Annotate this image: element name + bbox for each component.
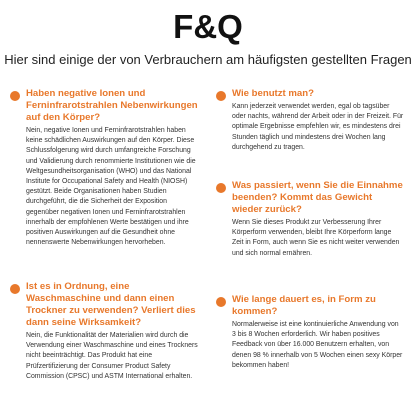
bullet-dot-icon [10,284,20,294]
faq-question: Ist es in Ordnung, eine Waschmaschine und dann einen Trockner zu verwenden? Verliert dies dann seine Wirksamkeit? [26,281,196,328]
faq-answer: Normalerweise ist eine kontinuierliche Anwendung von 3 bis 8 Wochen erforderlich. Wir haben positives Feedback von über 16.000 Benutzern erhalten, von denen 98 % innerhalb von 5 Wochen einen sexy Körper bekommen haben! [232,321,403,369]
faq-item-how-long [216,294,404,371]
faq-question: Was passiert, wenn Sie die Einnahme beenden? Kommt das Gewicht wieder zurück? [232,180,403,215]
faq-answer: Nein, negative Ionen und Ferninfrarotstrahlen haben keine schädlichen Auswirkungen auf den Körper. Diese Schlussfolgerung wird durch umfangreiche Forschung und Validierung durch renommierte Institutionen wie die Weltgesundheitsorganisation (WHO) und das National Institute for Occupational Safety and Health (NIOSH) gestützt. Beide Organisationen haben Studien durchgeführt, die die Sicherheit der Exposition gegenüber negativen Ionen und Ferninfrarotstrahlen innerhalb der empfohlenen Werte bestätigen und ihre positiven Auswirkungen auf die Gesundheit ohne nennenswerte Nebenwirkungen hervorheben. [26,127,196,247]
faq-item-side-effects [10,88,198,281]
bullet-dot-icon [10,91,20,101]
faq-question: Haben negative Ionen und Ferninfrarotstrahlen Nebenwirkungen auf den Körper? [26,88,198,123]
faq-question: Wie benutzt man? [232,88,314,99]
bullet-dot-icon [216,183,226,193]
faq-column-right [216,88,404,371]
faq-answer: Wenn Sie dieses Produkt zur Verbesserung Ihrer Körperform verwenden, bleibt Ihre Körperform lange Zeit in Form, auch wenn Sie es nicht weiter verwenden und sich normal ernähren. [232,219,400,257]
page-subtitle: Hier sind einige der von Verbrauchern am häufigsten gestellten Fragen [4,52,412,67]
faq-item-how-to-use [216,88,404,180]
page-title: F&Q [173,8,243,45]
faq-answer: Kann jederzeit verwendet werden, egal ob tagsüber oder nachts, während der Arbeit oder in der Freizeit. Für optimale Ergebnisse empfehlen wir, es mindestens drei Stunden täglich und mindestens drei Wochen lang durchgehend zu tragen. [232,103,404,151]
faq-item-washing-machine [10,281,198,382]
bullet-dot-icon [216,91,226,101]
faq-column-left [10,88,198,382]
faq-answer: Nein, die Funktionalität der Materialien wird durch die Verwendung einer Waschmaschine und eines Trockners nicht beeinträchtigt. Das Produkt hat eine Prüfzertifizierung der Consumer Product Safety Commission (CPSC) und ASTM International erhalten. [26,332,198,380]
faq-item-stop-using [216,180,404,294]
faq-question: Wie lange dauert es, in Form zu kommen? [232,294,376,317]
bullet-dot-icon [216,297,226,307]
